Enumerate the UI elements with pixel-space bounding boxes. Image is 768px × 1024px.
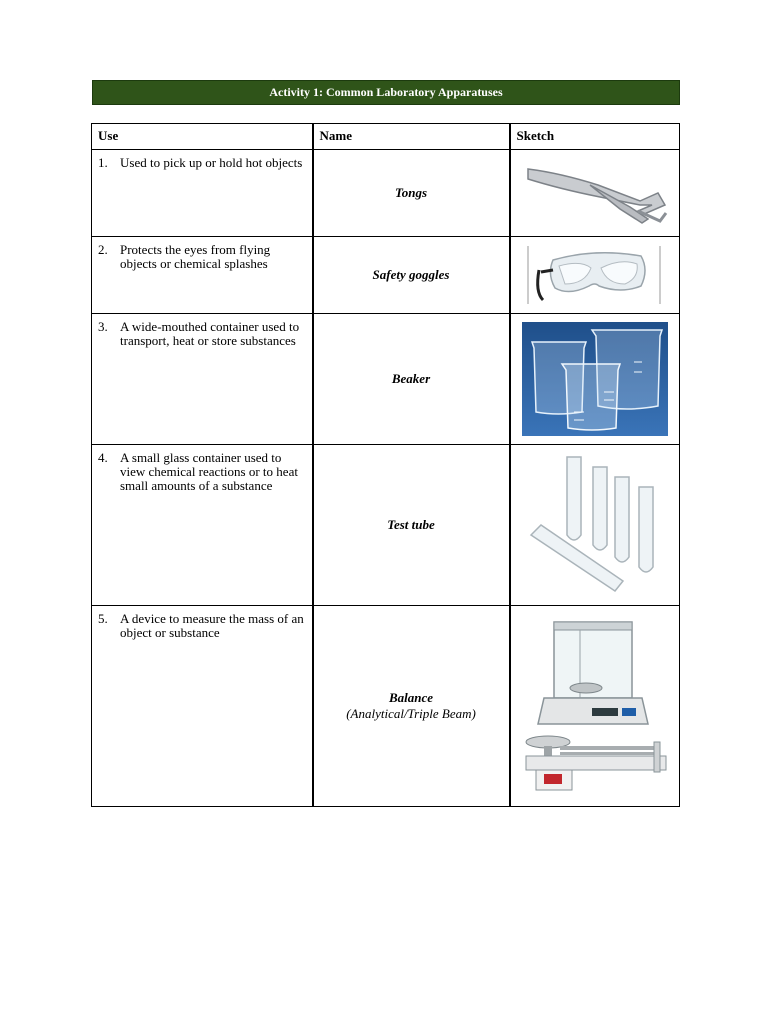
table-row [92, 606, 680, 807]
use-text: A small glass container used to view chemical reactions or to heat small amounts of a substance [120, 450, 298, 493]
row-number: 4. [98, 450, 108, 465]
row-number: 2. [98, 242, 108, 257]
balance-icon [511, 606, 680, 806]
beaker-icon [511, 314, 680, 444]
activity-title: Activity 1: Common Laboratory Apparatuses [269, 85, 503, 99]
sketch-cell [510, 314, 680, 445]
table-row [92, 150, 680, 237]
use-cell [92, 150, 313, 237]
apparatus-name: Tongs [394, 185, 428, 200]
name-cell [313, 150, 510, 237]
sketch-cell [510, 237, 680, 314]
row-number: 1. [98, 155, 108, 170]
apparatus-name: Test tube [387, 517, 435, 532]
row-number: 5. [98, 611, 108, 626]
goggles-icon [511, 237, 680, 313]
sketch-cell [510, 150, 680, 237]
sketch-cell [510, 445, 680, 606]
name-cell [313, 237, 510, 314]
name-cell [313, 314, 510, 445]
header-name: Name [313, 124, 510, 150]
apparatus-name: Beaker [391, 371, 431, 386]
apparatus-name: Safety goggles [372, 267, 450, 282]
table-row [92, 445, 680, 606]
row-number: 3. [98, 319, 108, 334]
use-text: Protects the eyes from flying objects or chemical splashes [120, 242, 271, 271]
tongs-icon [511, 150, 680, 236]
name-cell [313, 445, 510, 606]
use-cell [92, 606, 313, 807]
use-cell [92, 445, 313, 606]
test-tube-icon [511, 445, 680, 605]
activity-title-banner [92, 80, 680, 105]
table-header-row [92, 124, 680, 150]
header-sketch: Sketch [510, 124, 680, 150]
table-row [92, 314, 680, 445]
use-cell [92, 237, 313, 314]
use-text: A device to measure the mass of an object or substance [120, 611, 304, 640]
use-cell [92, 314, 313, 445]
header-use: Use [92, 124, 313, 150]
apparatus-table [91, 123, 680, 807]
use-text: Used to pick up or hold hot objects [120, 155, 303, 170]
table-row [92, 237, 680, 314]
apparatus-name-detail: (Analytical/Triple Beam) [346, 706, 476, 721]
sketch-cell [510, 606, 680, 807]
apparatus-name: Balance [388, 690, 434, 705]
name-cell [313, 606, 510, 807]
use-text: A wide-mouthed container used to transport, heat or store substances [120, 319, 300, 348]
